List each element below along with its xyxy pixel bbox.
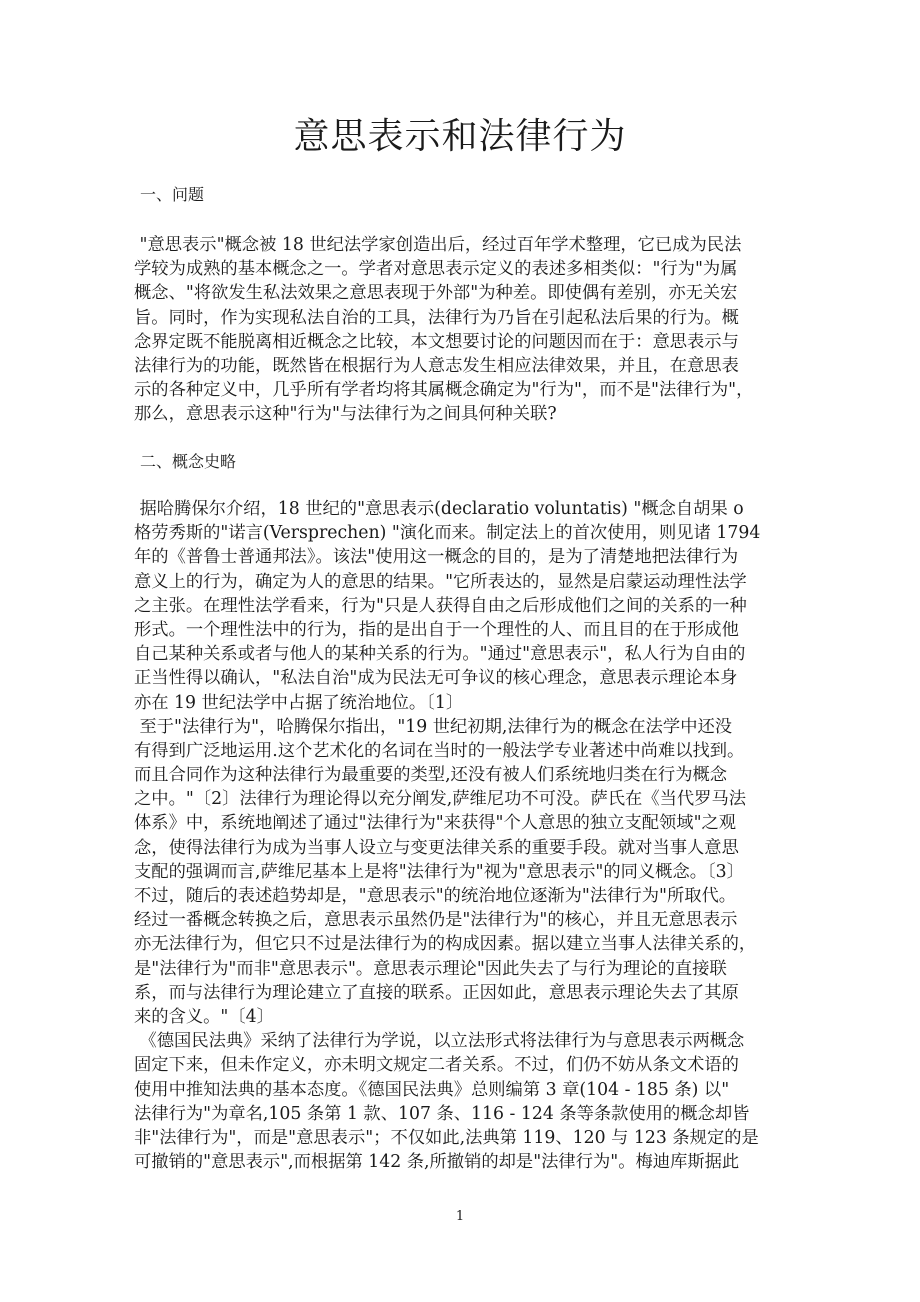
section-body-history: [134, 497, 798, 1174]
text-line: 那么，意思表示这种"行为"与法律行为之间具何种关联?: [134, 404, 557, 425]
text-line: 有得到广泛地运用.这个艺术化的名词在当时的一般法学专业著述中尚难以找到。: [134, 740, 745, 761]
text-line: 非"法律行为"，而是"意思表示"；不仅如此,法典第 119、120 与 123 条规定的是: [134, 1127, 759, 1148]
text-line: 格劳秀斯的"诺言(Versprechen) "演化而来。制定法上的首次使用，则见诸 1794: [134, 523, 761, 544]
text-line: 是"法律行为"而非"意思表示"。意思表示理论"因此失去了与行为理论的直接联: [134, 958, 727, 979]
text-line: 自己某种关系或者与他人的某种关系的行为。"通过"意思表示"，私人行为自由的: [134, 644, 746, 665]
text-line: 旨。同时，作为实现私法自治的工具，法律行为乃旨在引起私法后果的行为。概: [134, 307, 739, 328]
text-line: 意义上的行为，确定为人的意思的结果。"它所表达的，显然是启蒙运动理性法学: [134, 571, 747, 592]
text-line: 经过一番概念转换之后，意思表示虽然仍是"法律行为"的核心，并且无意思表示: [134, 910, 738, 931]
text-line: 念，使得法律行为成为当事人设立与变更法律关系的重要手段。就对当事人意思: [134, 837, 739, 858]
text-line: 可撤销的"意思表示",而根据第 142 条,所撤销的却是"法律行为"。梅迪库斯据此: [134, 1152, 740, 1173]
text-line: 示的各种定义中，几乎所有学者均将其属概念确定为"行为"，而不是"法律行为"，: [134, 380, 754, 401]
page-number: 1: [455, 1209, 465, 1224]
text-line: 至于"法律行为"，哈腾保尔指出，"19 世纪初期,法律行为的概念在法学中还没: [134, 716, 733, 737]
page-title: 意思表示和法律行为: [293, 116, 627, 157]
text-line: 之主张。在理性法学看来，行为"只是人获得自由之后形成他们之间的关系的一种: [134, 595, 747, 616]
text-line: 亦在 19 世纪法学中占据了统治地位。〔1〕: [134, 692, 464, 713]
text-line: 来的含义。"〔4〕: [134, 1006, 274, 1027]
text-line: 亦无法律行为，但它只不过是法律行为的构成因素。据以建立当事人法律关系的，: [134, 934, 757, 955]
text-line: 之中。"〔2〕法律行为理论得以充分阐发,萨维尼功不可没。萨氏在《当代罗马法: [134, 789, 747, 810]
text-line: 系，而与法律行为理论建立了直接的联系。正因如此，意思表示理论失去了其原: [134, 982, 739, 1003]
text-line: 法律行为的功能，既然皆在根据行为人意志发生相应法律效果，并且，在意思表: [134, 355, 739, 376]
text-line: 年的《普鲁士普通邦法》。该法"使用这一概念的目的，是为了清楚地把法律行为: [134, 547, 739, 568]
text-line: 《德国民法典》采纳了法律行为学说，以立法形式将法律行为与意思表示两概念: [134, 1031, 745, 1052]
text-line: 使用中推知法典的基本态度。《德国民法典》总则编第 3 章(104 - 185 条) 以": [134, 1079, 730, 1100]
section-heading-problem: 一、问题: [140, 185, 205, 204]
text-line: 体系》中，系统地阐述了通过"法律行为"来获得"个人意思的独立支配领域"之观: [134, 813, 737, 834]
text-line: 学较为成熟的基本概念之一。学者对意思表示定义的表述多相类似："行为"为属: [134, 259, 738, 280]
text-line: 固定下来，但未作定义，亦未明文规定二者关系。不过，们仍不妨从条文术语的: [134, 1055, 739, 1076]
text-line: 据哈腾保尔介绍，18 世纪的"意思表示(declaratio voluntatis) "概念自胡果 o: [134, 499, 744, 519]
text-line: 支配的强调而言,萨维尼基本上是将"法律行为"视为"意思表示"的同义概念。〔3〕: [134, 861, 744, 882]
section-body-problem: [134, 233, 798, 427]
text-line: 法律行为"为章名,105 条第 1 款、107 条、116 - 124 条等条款使用的概念却皆: [134, 1103, 750, 1124]
text-line: 形式。一个理性法中的行为，指的是出自于一个理性的人、而且目的在于形成他: [134, 619, 739, 640]
section-heading-history: 二、概念史略: [140, 452, 237, 471]
text-line: "意思表示"概念被 18 世纪法学家创造出后，经过百年学术整理，它已成为民法: [134, 235, 742, 255]
text-line: 而且合同作为这种法律行为最重要的类型,还没有被人们系统地归类在行为概念: [134, 765, 728, 786]
text-line: 不过，随后的表述趋势却是，"意思表示"的统治地位逐渐为"法律行为"所取代。: [134, 886, 737, 906]
text-line: 正当性得以确认，"私法自治"成为民法无可争议的核心理念，意思表示理论本身: [134, 668, 738, 689]
text-line: 念界定既不能脱离相近概念之比较，本文想要讨论的问题因而在于：意思表示与: [134, 331, 739, 352]
text-line: 概念、"将欲发生私法效果之意思表现于外部"为种差。即使偶有差别，亦无关宏: [134, 283, 738, 304]
